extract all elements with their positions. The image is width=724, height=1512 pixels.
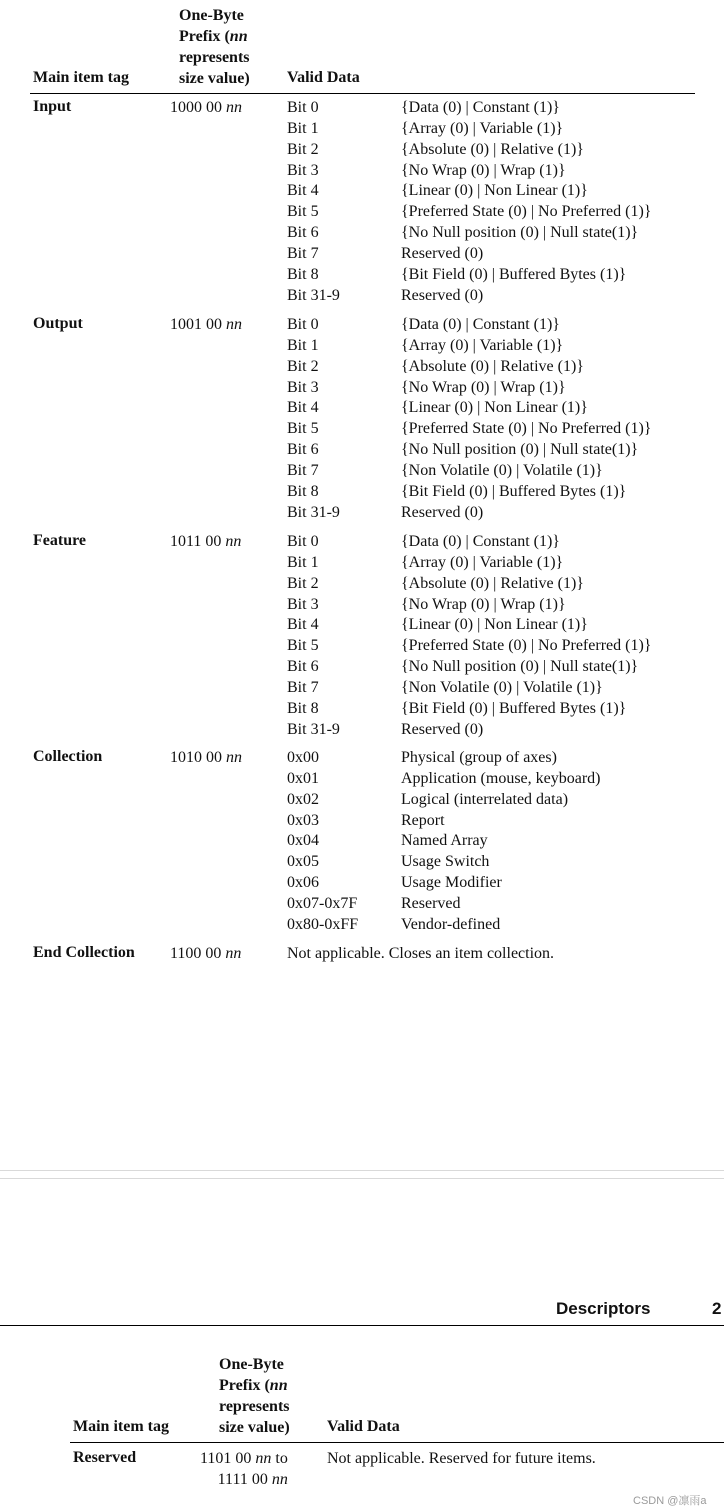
row-prefix: 1010 00 nn: [170, 749, 242, 766]
row-bit-label: Bit 5: [287, 637, 319, 655]
row-bit-value: {No Wrap (0) | Wrap (1)}: [401, 595, 566, 613]
row-bit-value: {Array (0) | Variable (1)}: [401, 336, 564, 354]
row-bit-value: {Non Volatile (0) | Volatile (1)}: [401, 678, 603, 696]
row-bit-label: Bit 2: [287, 574, 319, 592]
row-bit-value: {Bit Field (0) | Buffered Bytes (1)}: [401, 482, 627, 500]
header-prefix: [179, 5, 250, 89]
row-bit-label: Bit 31-9: [287, 503, 340, 521]
row-bit-label: Bit 3: [287, 161, 319, 179]
row-bit-label: Bit 0: [287, 533, 319, 550]
table2-header-prefix-line2: Prefix (nn: [219, 1377, 288, 1394]
row-bit-label: Bit 1: [287, 119, 319, 137]
row-bit-value: {Preferred State (0) | No Preferred (1)}: [401, 420, 652, 438]
row-bit-label: Bit 5: [287, 420, 319, 438]
row-bit-value: {No Wrap (0) | Wrap (1)}: [401, 378, 566, 396]
row-prefix: 1000 00 nn: [170, 99, 242, 116]
row-bit-label: 0x02: [287, 790, 319, 808]
row-bit-value: {Array (0) | Variable (1)}: [401, 553, 564, 571]
row-bit-value: {Data (0) | Constant (1)}: [401, 99, 560, 116]
row-bit-label: Bit 3: [287, 378, 319, 396]
row-bit-label: Bit 2: [287, 357, 319, 375]
table2-header-prefix-line3: represents: [219, 1398, 290, 1415]
row-bit-value: {Absolute (0) | Relative (1)}: [401, 140, 584, 158]
header-valid-data: Valid Data: [287, 69, 360, 86]
row-bit-value: {Linear (0) | Non Linear (1)}: [401, 616, 588, 634]
row-bit-value: {No Null position (0) | Null state(1)}: [401, 441, 639, 459]
row-bit-label: Bit 4: [287, 616, 319, 634]
row-bit-value: Application (mouse, keyboard): [401, 769, 601, 787]
row-bit-value: Report: [401, 811, 445, 829]
table2-row-tag: Reserved: [73, 1449, 137, 1466]
row-bit-label: Bit 0: [287, 316, 319, 333]
row-bit-label: 0x06: [287, 874, 319, 892]
row-bit-value: {No Null position (0) | Null state(1)}: [401, 224, 639, 242]
row-bit-label: Bit 2: [287, 140, 319, 158]
page-separator-top: [0, 1170, 724, 1171]
row-bit-value: {No Wrap (0) | Wrap (1)}: [401, 161, 566, 179]
row-bit-label: Bit 5: [287, 203, 319, 221]
watermark: CSDN @凛雨a: [633, 1495, 707, 1507]
row-bit-label: Bit 6: [287, 658, 319, 676]
row-bit-label: Bit 3: [287, 595, 319, 613]
table2-header-rule: [70, 1442, 724, 1443]
page-number: 2: [712, 1299, 722, 1318]
row-bit-label: 0x01: [287, 769, 319, 787]
row-bit-value: {Linear (0) | Non Linear (1)}: [401, 399, 588, 417]
row-bit-label: Bit 8: [287, 699, 319, 717]
row-bit-value: {Absolute (0) | Relative (1)}: [401, 574, 584, 592]
row-bit-label: Bit 7: [287, 678, 319, 696]
row-bit-label: Bit 4: [287, 182, 319, 200]
row-bit-value: Reserved: [401, 894, 461, 912]
row-bit-label: Bit 0: [287, 99, 319, 116]
row-bit-label: Bit 6: [287, 441, 319, 459]
table2-row-valid-data: Not applicable. Reserved for future items.: [327, 1450, 596, 1467]
row-tag: End Collection: [33, 944, 135, 961]
running-title: Descriptors: [556, 1299, 651, 1318]
row-bit-value: {Absolute (0) | Relative (1)}: [401, 357, 584, 375]
row-bit-value: Usage Switch: [401, 853, 490, 871]
row-bit-label: Bit 1: [287, 553, 319, 571]
row-bit-label: 0x03: [287, 811, 319, 829]
row-bit-label: Bit 7: [287, 461, 319, 479]
row-tag: Feature: [33, 532, 87, 549]
row-bit-label: 0x07-0x7F: [287, 894, 358, 912]
header-prefix-line4: size value): [179, 70, 250, 87]
header-rule: [30, 93, 695, 94]
row-bit-label: 0x00: [287, 749, 319, 766]
row-bit-value: Logical (interrelated data): [401, 790, 569, 808]
row-bit-label: 0x04: [287, 832, 319, 850]
row-bit-value: {Preferred State (0) | No Preferred (1)}: [401, 203, 652, 221]
header-prefix-line2: Prefix (nn: [179, 28, 248, 45]
row-bit-value: {Linear (0) | Non Linear (1)}: [401, 182, 588, 200]
table2-header-main-item-tag: Main item tag: [73, 1418, 169, 1435]
table2-row-prefix: 1101 00 nn to 1111 00 nn: [200, 1450, 288, 1488]
row-bit-value: Physical (group of axes): [401, 749, 557, 766]
row-bit-label: Bit 4: [287, 399, 319, 417]
row-prefix: 1100 00 nn: [170, 945, 242, 962]
row-bit-value: {Non Volatile (0) | Volatile (1)}: [401, 461, 603, 479]
row-bit-value: {Preferred State (0) | No Preferred (1)}: [401, 637, 652, 655]
row-bit-value: Named Array: [401, 832, 488, 850]
header-main-item-tag: Main item tag: [33, 69, 129, 86]
row-bit-label: Bit 31-9: [287, 720, 340, 738]
table2-header-valid-data: Valid Data: [327, 1418, 400, 1435]
row-bit-value: Vendor-defined: [401, 915, 501, 933]
row-bit-label: 0x80-0xFF: [287, 915, 359, 933]
row-bit-label: Bit 1: [287, 336, 319, 354]
row-prefix: 1011 00 nn: [170, 533, 242, 550]
row-valid-data: Not applicable. Closes an item collection.: [287, 945, 555, 962]
row-bit-value: Usage Modifier: [401, 874, 502, 892]
row-bit-value: {No Null position (0) | Null state(1)}: [401, 658, 639, 676]
row-bit-label: Bit 6: [287, 224, 319, 242]
row-bit-value: {Bit Field (0) | Buffered Bytes (1)}: [401, 699, 627, 717]
row-tag: Output: [33, 315, 83, 332]
row-bit-value: Reserved (0): [401, 503, 484, 521]
row-bit-label: 0x05: [287, 853, 319, 871]
table2-header-prefix: [219, 1354, 290, 1438]
row-bit-value: {Data (0) | Constant (1)}: [401, 533, 560, 550]
row-bit-label: Bit 8: [287, 482, 319, 500]
row-bit-value: {Data (0) | Constant (1)}: [401, 316, 560, 333]
row-bit-label: Bit 31-9: [287, 286, 340, 304]
page-separator-bottom: [0, 1178, 724, 1179]
row-bit-value: {Array (0) | Variable (1)}: [401, 119, 564, 137]
row-bit-label: Bit 8: [287, 265, 319, 283]
row-bit-value: Reserved (0): [401, 286, 484, 304]
row-bit-label: Bit 7: [287, 244, 319, 262]
row-tag: Collection: [33, 748, 103, 765]
row-tag: Input: [33, 98, 72, 115]
row-bit-value: Reserved (0): [401, 244, 484, 262]
row-bit-value: Reserved (0): [401, 720, 484, 738]
running-header-rule: [0, 1325, 724, 1326]
table2-header-prefix-line1: One-Byte: [219, 1356, 284, 1373]
header-prefix-line3: represents: [179, 49, 250, 66]
header-prefix-line1: One-Byte: [179, 7, 244, 24]
row-prefix: 1001 00 nn: [170, 316, 242, 333]
row-bit-value: {Bit Field (0) | Buffered Bytes (1)}: [401, 265, 627, 283]
table2-header-prefix-line4: size value): [219, 1419, 290, 1436]
